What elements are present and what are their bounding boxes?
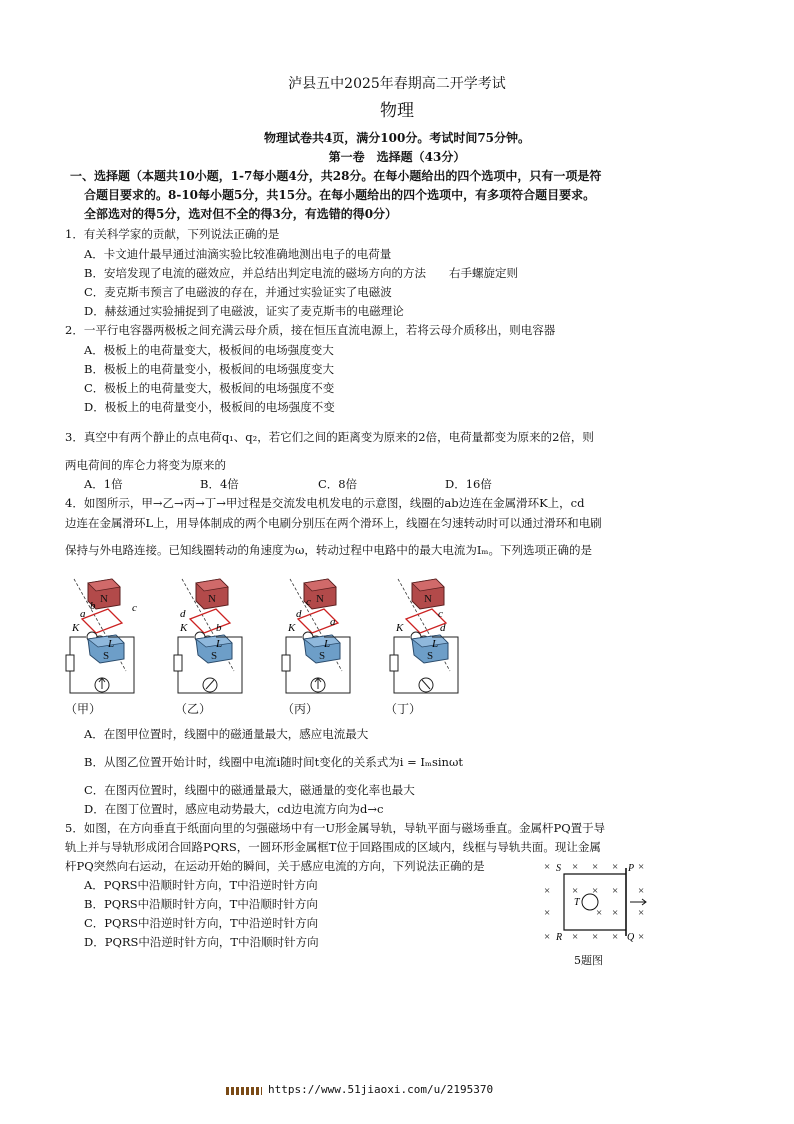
q1-option-b: B．安培发现了电流的磁效应，并总结出判定电流的磁场方向的方法 右手螺旋定则 [84,266,518,280]
q5-figure-caption: 5题图 [574,954,603,967]
section-line-2: 合题目要求的。8-10每小题5分，共15分。在每小题给出的四个选项中，有多项符合题目要求。 [84,188,596,202]
school-title: 泸县五中2025年春期高二开学考试 [288,76,506,92]
q4-option-b: B．从图乙位置开始计时，线圈中电流i随时间t变化的关系式为i = Iₘsinωt [84,755,463,769]
q5-stem-1: 5．如图，在方向垂直于纸面向里的匀强磁场中有一U形金属导轨，导轨平面与磁场垂直。金属杆PQ置于导 [65,821,606,835]
svg-text:R: R [556,932,563,943]
q4-stem-3: 保持与外电路连接。已知线圈转动的角速度为ω，转动过程中电路中的最大电流为Iₘ。下列选项正确的是 [65,543,592,557]
q5-stem-2: 轨上并与导轨形成闭合回路PQRS，一圆环形金属框T位于回路围成的区域内，线框与导轨共面。现让金属 [65,840,601,854]
subject-title: 物理 [380,101,414,121]
part-title: 第一卷 选择题（43分） [328,150,466,164]
q4-caption-yi: （乙） [175,702,212,716]
q5-option-d: D．PQRS中沿逆时针方向，T中沿顺时针方向 [84,935,319,949]
svg-text:×: × [612,885,619,897]
svg-text:×: × [544,931,551,943]
svg-text:×: × [612,861,619,873]
q4-stem-2: 边连在金属滑环L上，用导体制成的两个电刷分别压在两个滑环上，线圈在匀速转动时可以通过滑环和电刷 [65,516,602,530]
q5-option-a: A．PQRS中沿顺时针方向，T中沿逆时针方向 [84,878,318,892]
q2-option-a: A．极板上的电荷量变大，极板间的电场强度变大 [84,343,334,357]
svg-text:a: a [80,608,86,620]
q5-option-c: C．PQRS中沿逆时针方向，T中沿逆时针方向 [84,916,319,930]
q4-option-c: C．在图丙位置时，线圈中的磁通量最大，磁通量的变化率也最大 [84,783,415,797]
q1-option-a: A．卡文迪什最早通过油滴实验比较准确地测出电子的电荷量 [84,247,392,261]
q3-option-b: B．4倍 [200,477,239,491]
svg-text:c: c [438,608,443,620]
q4-stem-1: 4．如图所示，甲→乙→丙→丁→甲过程是交流发电机发电的示意图，线圈的ab边连在金属滑环K上，cd [65,496,585,510]
svg-text:b: b [90,600,96,612]
svg-text:×: × [592,931,599,943]
q2-option-b: B．极板上的电荷量变小，极板间的电场强度变大 [84,362,334,376]
svg-text:P: P [628,863,635,874]
svg-text:×: × [596,907,603,919]
svg-text:×: × [544,885,551,897]
q2-option-c: C．极板上的电荷量变大，极板间的电场强度不变 [84,381,335,395]
q1-option-c: C．麦克斯韦预言了电磁波的存在，并通过实验证实了电磁波 [84,285,392,299]
svg-text:×: × [612,931,619,943]
svg-text:d: d [440,622,446,634]
svg-text:d: d [180,608,186,620]
q4-option-d: D．在图丁位置时，感应电动势最大，cd边电流方向为d→c [84,802,384,816]
q1-option-d: D．赫兹通过实验捕捉到了电磁波，证实了麦克斯韦的电磁理论 [84,304,404,318]
svg-text:a: a [330,616,336,628]
svg-text:Q: Q [627,932,635,943]
svg-text:c: c [306,596,311,608]
svg-text:×: × [544,861,551,873]
svg-text:×: × [592,885,599,897]
exam-info: 物理试卷共4页，满分100分。考试时间75分钟。 [263,131,531,145]
q4-caption-ding: （丁） [385,702,422,716]
svg-text:T: T [574,897,580,908]
svg-text:d: d [296,608,302,620]
q4-caption-jia: （甲） [65,702,102,716]
svg-text:×: × [638,861,645,873]
svg-text:b: b [216,622,222,634]
q5-stem-3: 杆PQ突然向右运动，在运动开始的瞬间，关于感应电流的方向，下列说法正确的是 [65,859,485,873]
svg-text:×: × [592,861,599,873]
watermark-logo [226,1087,262,1095]
svg-text:×: × [638,907,645,919]
q3-stem-2: 两电荷间的库仑力将变为原来的 [65,458,226,472]
q2-option-d: D．极板上的电荷量变小，极板间的电场强度不变 [84,400,335,414]
footer-url[interactable]: https://www.51jiaoxi.com/u/2195370 [268,1083,494,1096]
q4-option-a: A．在图甲位置时，线圈中的磁通量最大，感应电流最大 [84,727,369,741]
q3-stem-1: 3．真空中有两个静止的点电荷q₁、q₂，若它们之间的距离变为原来的2倍，电荷量都变为原来的2倍，则 [65,430,594,444]
svg-text:×: × [544,907,551,919]
svg-text:×: × [612,907,619,919]
q3-option-a: A．1倍 [84,477,123,491]
q5-option-b: B．PQRS中沿顺时针方向，T中沿顺时针方向 [84,897,318,911]
section-line-3: 全部选对的得5分，选对但不全的得3分，有选错的得0分） [84,207,398,221]
svg-text:c: c [132,602,137,614]
svg-text:×: × [572,885,579,897]
q4-caption-bing: （丙） [282,702,319,716]
svg-text:×: × [572,861,579,873]
svg-text:×: × [572,931,579,943]
q3-option-c: C．8倍 [318,477,358,491]
q3-option-d: D．16倍 [445,477,492,491]
q1-stem: 1．有关科学家的贡献，下列说法正确的是 [65,227,280,241]
section-line-1: 一、选择题（本题共10小题，1-7每小题4分，共28分。在每小题给出的四个选项中，只有一项是符 [70,169,602,183]
svg-text:×: × [638,931,645,943]
q2-stem: 2．一平行电容器两极板之间充满云母介质，接在恒压直流电源上，若将云母介质移出，则电容器 [65,323,556,337]
svg-text:×: × [638,885,645,897]
q5-rail-figure [540,858,660,948]
svg-text:S: S [556,863,561,874]
